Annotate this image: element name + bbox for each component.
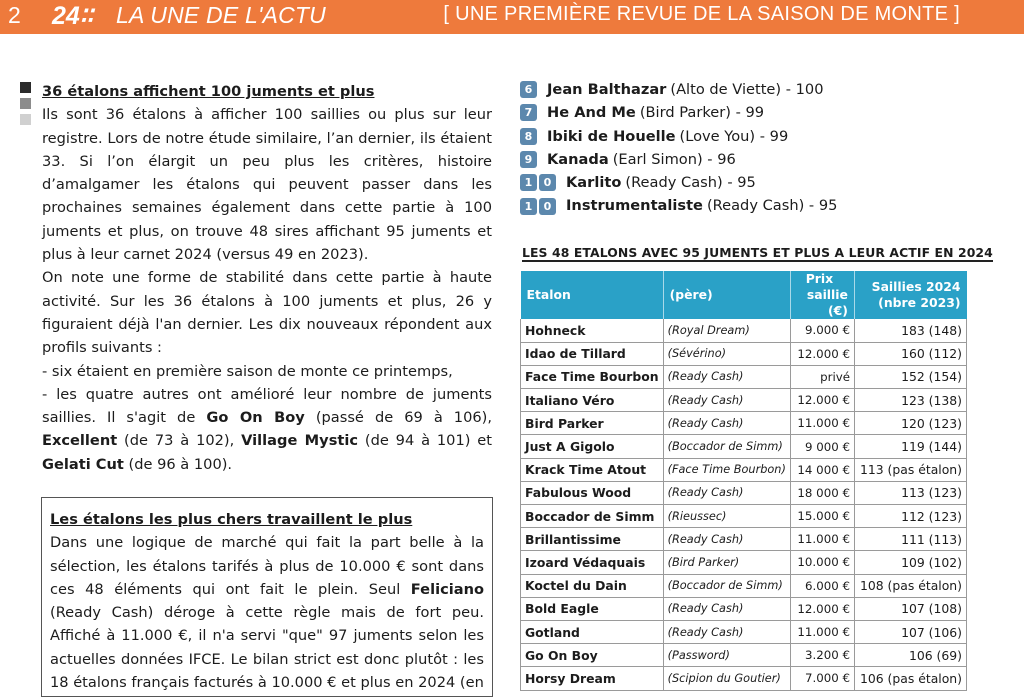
cell-saillies: 108 (pas étalon) <box>854 574 966 597</box>
cell-etalon: Fabulous Wood <box>521 481 664 504</box>
horse-name: Go On Boy <box>206 409 305 427</box>
cell-etalon: Face Time Bourbon <box>521 365 664 388</box>
cell-pere: (Royal Dream) <box>663 319 790 342</box>
cell-saillies: 113 (pas étalon) <box>854 458 966 481</box>
ranking-horse-name: Ibiki de Houelle <box>547 127 676 145</box>
ranking-item <box>520 78 837 101</box>
ranking-item <box>520 101 837 124</box>
cell-pere: (Scipion du Goutier) <box>663 667 790 690</box>
cell-prix: 11.000 € <box>790 528 854 551</box>
cell-pere: (Sévérino) <box>663 342 790 365</box>
ranking-list <box>520 78 837 218</box>
cell-saillies: 113 (123) <box>854 481 966 504</box>
table-row <box>521 528 967 551</box>
cell-etalon: Gotland <box>521 620 664 643</box>
horse-name: Gelati Cut <box>42 455 124 473</box>
col-header-etalon: Etalon <box>521 271 664 319</box>
page-banner <box>0 0 1024 34</box>
article-paragraph: On note une forme de stabilité dans cette partie à haute activité. Sur les 36 étalons à 100 juments et plus, 26 y figuraient déjà l'an dernier. Les dix nouveaux répondent aux profils suivants : <box>42 269 492 357</box>
table-row <box>521 458 967 481</box>
col-header-saillies <box>854 271 966 319</box>
article-column <box>42 80 492 476</box>
rank-badge <box>520 151 539 168</box>
cell-etalon: Boccador de Simm <box>521 505 664 528</box>
col-header-line: saillie (€) <box>806 287 848 318</box>
cell-pere: (Ready Cash) <box>663 528 790 551</box>
cell-saillies: 107 (106) <box>854 620 966 643</box>
cell-etalon: Brillantissime <box>521 528 664 551</box>
rank-digit: 7 <box>520 104 537 121</box>
table-row <box>521 389 967 412</box>
ranking-detail: (Ready Cash) - 95 <box>706 197 838 215</box>
ranking-horse-name: Instrumentaliste <box>566 197 703 215</box>
stallions-table <box>520 271 967 691</box>
cell-prix: 11.000 € <box>790 620 854 643</box>
cell-pere: (Password) <box>663 644 790 667</box>
col-header-pere: (père) <box>663 271 790 319</box>
cell-prix: 3.200 € <box>790 644 854 667</box>
cell-saillies: 152 (154) <box>854 365 966 388</box>
cell-saillies: 183 (148) <box>854 319 966 342</box>
cell-etalon: Hohneck <box>521 319 664 342</box>
ranking-detail: (Bird Parker) - 99 <box>639 104 765 122</box>
ranking-horse-name: Jean Balthazar <box>547 81 667 98</box>
rank-digit: 0 <box>539 174 556 191</box>
cell-etalon: Go On Boy <box>521 644 664 667</box>
cell-pere: (Ready Cash) <box>663 481 790 504</box>
cell-pere: (Rieussec) <box>663 505 790 528</box>
article-heading: 36 étalons affichent 100 juments et plus <box>42 83 375 100</box>
article-bullet: - six étaient en première saison de monte ce printemps, <box>42 362 453 380</box>
table-row <box>521 597 967 620</box>
cell-saillies: 112 (123) <box>854 505 966 528</box>
cell-etalon: Koctel du Dain <box>521 574 664 597</box>
cell-prix: 9.000 € <box>790 319 854 342</box>
cell-saillies: 107 (108) <box>854 597 966 620</box>
rank-badge <box>520 128 539 145</box>
article-paragraph: Ils sont 36 étalons à afficher 100 saillies ou plus sur leur registre. Lors de notre étude similaire, l’an dernier, ils étaient 33. Si l’on élargit un peu plus les critères, histoire d’amalgamer les étalons qui peuvent passer dans les prochaines semaines également dans cette partie à 100 juments et plus, on trouve 48 sires affichant 95 juments et plus à leur carnet 2024 (versus 49 en 2023). <box>42 106 492 264</box>
cell-saillies: 111 (113) <box>854 528 966 551</box>
table-row <box>521 342 967 365</box>
rank-digit: 0 <box>539 198 556 215</box>
box-text: (Ready Cash) déroge à cette règle mais de fort peu. Affiché à 11.000 €, il n'a servi "que" 97 juments selon les actuelles données IFCE. Le bilan strict est donc plutôt : les 18 étalons français facturés à 10.000 € et plus en 2024 (en <box>50 604 484 692</box>
cell-prix: 14 000 € <box>790 458 854 481</box>
table-row <box>521 435 967 458</box>
box-text: Dans une logique de marché qui fait la part belle à la sélection, les étalons tarifés à plus de 10.000 € sont dans ces 48 éléments qui ont fait le plein. Seul <box>50 534 484 598</box>
rank-digit: 6 <box>520 81 537 98</box>
table-row <box>521 574 967 597</box>
cell-etalon: Bird Parker <box>521 412 664 435</box>
cell-prix: 11.000 € <box>790 412 854 435</box>
cell-etalon: Idao de Tillard <box>521 342 664 365</box>
cell-prix: 7.000 € <box>790 667 854 690</box>
section-marker <box>20 82 31 130</box>
bullet-text: (de 73 à 102), <box>117 432 242 450</box>
ranking-horse-name: Karlito <box>566 174 622 192</box>
ranking-item <box>520 194 837 217</box>
bullet-text: (de 96 à 100). <box>123 455 233 473</box>
bullet-text: - les quatre autres ont amélioré leur nombre de juments saillies. Il s'agit de <box>42 385 492 427</box>
ranking-detail: (Alto de Viette) - 100 <box>670 81 824 98</box>
ranking-horse-name: He And Me <box>547 104 636 122</box>
sidebar-box <box>41 497 493 697</box>
cell-pere: (Face Time Bourbon) <box>663 458 790 481</box>
box-paragraph <box>50 531 484 694</box>
table-row <box>521 667 967 690</box>
horse-name: Excellent <box>42 432 118 450</box>
cell-prix: privé <box>790 365 854 388</box>
cell-saillies: 119 (144) <box>854 435 966 458</box>
cell-etalon: Italiano Véro <box>521 389 664 412</box>
section-subtitle: [ UNE PREMIÈRE REVUE DE LA SAISON DE MONTE ] <box>443 3 960 25</box>
cell-prix: 12.000 € <box>790 389 854 412</box>
cell-saillies: 109 (102) <box>854 551 966 574</box>
ranking-detail: (Love You) - 99 <box>679 127 789 145</box>
cell-prix: 10.000 € <box>790 551 854 574</box>
cell-pere: (Ready Cash) <box>663 597 790 620</box>
cell-etalon: Krack Time Atout <box>521 458 664 481</box>
ranking-horse-name: Kanada <box>547 150 609 168</box>
horse-name: Village Mystic <box>241 432 359 450</box>
box-heading: Les étalons les plus chers travaillent le plus <box>50 511 413 528</box>
rank-badge <box>520 81 539 98</box>
table-row <box>521 481 967 504</box>
bullet-text: (de 94 à 101) et <box>358 432 492 450</box>
ranking-item <box>520 125 837 148</box>
cell-prix: 12.000 € <box>790 597 854 620</box>
col-header-line: Prix <box>805 271 834 286</box>
cell-prix: 9 000 € <box>790 435 854 458</box>
cell-pere: (Boccador de Simm) <box>663 435 790 458</box>
rank-digit: 9 <box>520 151 537 168</box>
cell-prix: 12.000 € <box>790 342 854 365</box>
rank-badge <box>520 104 539 121</box>
table-row <box>521 412 967 435</box>
cell-etalon: Bold Eagle <box>521 597 664 620</box>
article-bullet <box>42 383 492 476</box>
table-row <box>521 319 967 342</box>
cell-etalon: Horsy Dream <box>521 667 664 690</box>
publication-logo: 24∶∶ <box>52 2 93 30</box>
rank-digit: 1 <box>520 174 537 191</box>
table-row <box>521 551 967 574</box>
rank-digit: 1 <box>520 198 537 215</box>
cell-pere: (Boccador de Simm) <box>663 574 790 597</box>
cell-prix: 15.000 € <box>790 505 854 528</box>
cell-saillies: 106 (69) <box>854 644 966 667</box>
rubric-title: LA UNE DE L'ACTU <box>116 2 326 28</box>
table-title: LES 48 ETALONS AVEC 95 JUMENTS ET PLUS A LEUR ACTIF EN 2024 <box>522 245 993 260</box>
col-header-prix <box>790 271 854 319</box>
ranking-item <box>520 148 837 171</box>
cell-prix: 6.000 € <box>790 574 854 597</box>
cell-saillies: 160 (112) <box>854 342 966 365</box>
cell-saillies: 123 (138) <box>854 389 966 412</box>
cell-etalon: Just A Gigolo <box>521 435 664 458</box>
ranking-detail: (Earl Simon) - 96 <box>612 150 736 168</box>
cell-saillies: 106 (pas étalon) <box>854 667 966 690</box>
table-row <box>521 505 967 528</box>
table-row <box>521 620 967 643</box>
cell-etalon: Izoard Védaquais <box>521 551 664 574</box>
cell-prix: 18 000 € <box>790 481 854 504</box>
cell-pere: (Bird Parker) <box>663 551 790 574</box>
cell-pere: (Ready Cash) <box>663 389 790 412</box>
cell-pere: (Ready Cash) <box>663 412 790 435</box>
marker-square-dark <box>20 82 31 93</box>
col-header-line: (nbre 2023) <box>878 295 961 310</box>
table-row <box>521 365 967 388</box>
cell-pere: (Ready Cash) <box>663 365 790 388</box>
page-number: 2 <box>8 2 21 28</box>
ranking-detail: (Ready Cash) - 95 <box>625 174 756 192</box>
table-header-row <box>521 271 967 319</box>
marker-square-mid <box>20 98 31 109</box>
cell-pere: (Ready Cash) <box>663 620 790 643</box>
rank-badge <box>520 174 558 191</box>
cell-saillies: 120 (123) <box>854 412 966 435</box>
rank-digit: 8 <box>520 128 537 145</box>
ranking-item <box>520 171 837 194</box>
col-header-line: Saillies 2024 <box>871 279 961 294</box>
bullet-text: (passé de 69 à 106), <box>304 409 492 427</box>
horse-name: Feliciano <box>410 580 484 598</box>
table-row <box>521 644 967 667</box>
marker-square-light <box>20 114 31 125</box>
rank-badge <box>520 198 558 215</box>
